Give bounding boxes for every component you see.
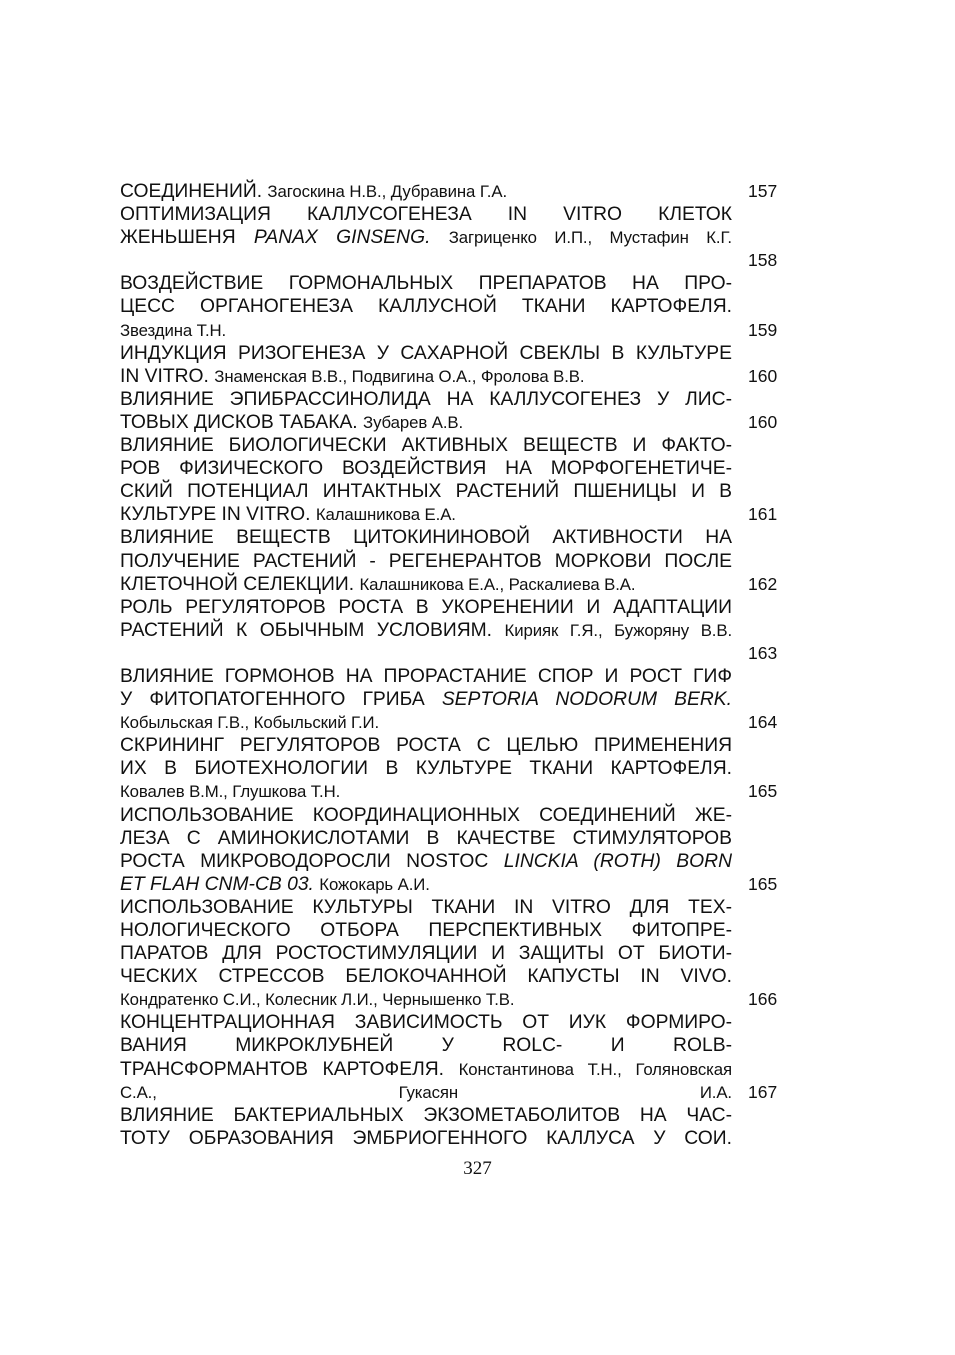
toc-entry	[120, 1011, 785, 1103]
entry-authors: Загриценко И.П., Мустафин К.Г.	[448, 228, 732, 248]
entry-page: 165	[748, 781, 778, 802]
entry-authors: Кондратенко С.И., Колесник Л.И., Чернышенко Т.В.	[120, 990, 515, 1010]
entry-title: ПАРАТОВ ДЛЯ РОСТОСТИМУЛЯЦИИ И ЗАЩИТЫ ОТ БИОТИ-	[120, 943, 732, 965]
entry-title: ЛЕЗА С АМИНОКИСЛОТАМИ В КАЧЕСТВЕ СТИМУЛЯТОРОВ	[120, 827, 732, 849]
entry-page: 161	[748, 504, 778, 525]
entry-page: 157	[748, 181, 778, 201]
toc-entry	[120, 434, 785, 526]
entry-authors: Кожокарь А.И.	[319, 874, 430, 894]
entry-title: ВЛИЯНИЕ БИОЛОГИЧЕСКИ АКТИВНЫХ ВЕЩЕСТВ И ФАКТО-	[120, 435, 732, 457]
entry-title: ЦЕСС ОРГАНОГЕНЕЗА КАЛЛУСНОЙ ТКАНИ КАРТОФЕЛЯ.	[120, 296, 732, 318]
entry-title-latin: ET FLAH CNM-CB 03.	[120, 873, 314, 895]
toc-entry	[120, 342, 785, 388]
page-number: 327	[463, 1158, 492, 1179]
entry-title: ТРАНСФОРМАНТОВ КАРТОФЕЛЯ.	[120, 1058, 445, 1080]
entry-page: 163	[748, 642, 778, 663]
entry-title: РОВ ФИЗИЧЕСКОГО ВОЗДЕЙСТВИЯ НА МОРФОГЕНЕТИЧЕ-	[120, 458, 732, 480]
entry-title: ИХ В БИОТЕХНОЛОГИИ В КУЛЬТУРЕ ТКАНИ КАРТОФЕЛЯ.	[120, 758, 732, 780]
entry-page: 167	[748, 1081, 778, 1102]
toc-entry	[120, 272, 785, 341]
entry-title: ЖЕНЬШЕНЯ	[120, 227, 236, 249]
toc-entry	[120, 1104, 785, 1150]
entry-title: ТОВЫХ ДИСКОВ ТАБАКА.	[120, 411, 358, 433]
entry-title: КУЛЬТУРЕ IN VITRO.	[120, 504, 311, 526]
entry-title: РОСТА МИКРОВОДОРОСЛИ NOSTOC	[120, 850, 489, 872]
entry-page: 159	[748, 319, 778, 340]
entry-title: ВЛИЯНИЕ ВЕЩЕСТВ ЦИТОКИНИНОВОЙ АКТИВНОСТИ НА	[120, 527, 732, 549]
entry-page: 165	[748, 873, 778, 894]
toc-entry	[120, 203, 785, 272]
entry-title: ВЛИЯНИЕ БАКТЕРИАЛЬНЫХ ЭКЗОМЕТАБОЛИТОВ НА ЧАС-	[120, 1104, 732, 1126]
toc-entry	[120, 804, 785, 896]
entry-title-latin: SEPTORIA NODORUM BERK.	[441, 689, 733, 711]
entry-title: ВЛИЯНИЕ ГОРМОНОВ НА ПРОРАСТАНИЕ СПОР И РОСТ ГИФ	[120, 665, 732, 687]
entry-title-latin: PANAX GINSENG.	[253, 227, 431, 249]
entry-authors: Калашникова Е.А.	[315, 505, 456, 525]
entry-authors: Загоскина Н.В., Дубравина Г.А.	[267, 182, 508, 201]
entry-title: У ФИТОПАТОГЕННОГО ГРИБА	[120, 689, 425, 711]
toc-entry	[120, 896, 785, 1011]
toc-entry	[120, 665, 785, 734]
entry-page: 166	[748, 989, 778, 1010]
entry-title: КЛЕТОЧНОЙ СЕЛЕКЦИИ.	[120, 573, 355, 595]
entry-authors: Константинова Т.Н., Голяновская С.А., Гукасян И.А.	[120, 1059, 733, 1102]
entry-title: ТОТУ ОБРАЗОВАНИЯ ЭМБРИОГЕННОГО КАЛЛУСА У СОИ.	[120, 1127, 732, 1149]
toc-entry	[120, 180, 785, 203]
entry-page: 160	[748, 365, 778, 386]
entry-title: ИСПОЛЬЗОВАНИЕ КООРДИНАЦИОННЫХ СОЕДИНЕНИЙ ЖЕ-	[120, 804, 732, 826]
entry-title: РОЛЬ РЕГУЛЯТОРОВ РОСТА В УКОРЕНЕНИИ И АДАПТАЦИИ	[120, 596, 732, 618]
entry-title: ВАНИЯ МИКРОКЛУБНЕЙ У ROLC- И ROLB-	[120, 1035, 732, 1057]
toc-entry	[120, 596, 785, 665]
entry-title: КОНЦЕНТРАЦИОННАЯ ЗАВИСИМОСТЬ ОТ ИУК ФОРМИРО-	[120, 1012, 732, 1034]
entry-title: СОЕДИНЕНИЙ.	[120, 181, 263, 202]
entry-title: РАСТЕНИЙ К ОБЫЧНЫМ УСЛОВИЯМ.	[120, 619, 493, 641]
entry-title: НОЛОГИЧЕСКОГО ОТБОРА ПЕРСПЕКТИВНЫХ ФИТОПРЕ-	[120, 920, 732, 941]
entry-title: ЧЕСКИХ СТРЕССОВ БЕЛОКОЧАННОЙ КАПУСТЫ IN VIVO.	[120, 966, 732, 988]
entry-title: ПОЛУЧЕНИЕ РАСТЕНИЙ - РЕГЕНЕРАНТОВ МОРКОВИ ПОСЛЕ	[120, 550, 732, 572]
entry-authors: Кирияк Г.Я., Бужоряну В.В.	[504, 620, 733, 640]
entry-authors: Ковалев В.М., Глушкова Т.Н.	[120, 782, 341, 802]
table-of-contents	[120, 180, 785, 1150]
toc-entry	[120, 526, 785, 595]
entry-authors: Знаменская В.В., Подвигина О.А., Фролова В.В.	[214, 366, 585, 386]
entry-title-latin: LINCKIA (ROTH) BORN	[503, 850, 732, 872]
entry-page: 162	[748, 573, 778, 594]
entry-page: 158	[748, 250, 778, 271]
entry-authors: Кобыльская Г.В., Кобыльский Г.И.	[120, 713, 380, 733]
toc-entry	[120, 388, 785, 434]
entry-title: СКИЙ ПОТЕНЦИАЛ ИНТАКТНЫХ РАСТЕНИЙ ПШЕНИЦЫ И В	[120, 481, 732, 503]
entry-title: IN VITRO.	[120, 365, 209, 387]
entry-title: ИНДУКЦИЯ РИЗОГЕНЕЗА У САХАРНОЙ СВЕКЛЫ В КУЛЬТУРЕ	[120, 342, 732, 364]
entry-authors: Звездина Т.Н.	[120, 320, 227, 340]
entry-authors: Зубарев А.В.	[363, 412, 464, 432]
entry-title: ИСПОЛЬЗОВАНИЕ КУЛЬТУРЫ ТКАНИ IN VITRO ДЛЯ ТЕХ-	[120, 896, 732, 918]
entry-authors: Калашникова Е.А., Раскалиева В.А.	[359, 574, 636, 594]
entry-title: ОПТИМИЗАЦИЯ КАЛЛУСОГЕНЕЗА IN VITRO КЛЕТОК	[120, 204, 732, 226]
entry-title: СКРИНИНГ РЕГУЛЯТОРОВ РОСТА С ЦЕЛЬЮ ПРИМЕНЕНИЯ	[120, 735, 732, 757]
entry-title: ВОЗДЕЙСТВИЕ ГОРМОНАЛЬНЫХ ПРЕПАРАТОВ НА ПРО-	[120, 273, 732, 295]
entry-title: ВЛИЯНИЕ ЭПИБРАССИНОЛИДА НА КАЛЛУСОГЕНЕЗ У ЛИС-	[120, 388, 732, 410]
entry-page: 164	[748, 712, 778, 733]
toc-entry	[120, 734, 785, 803]
entry-page: 160	[748, 411, 778, 432]
